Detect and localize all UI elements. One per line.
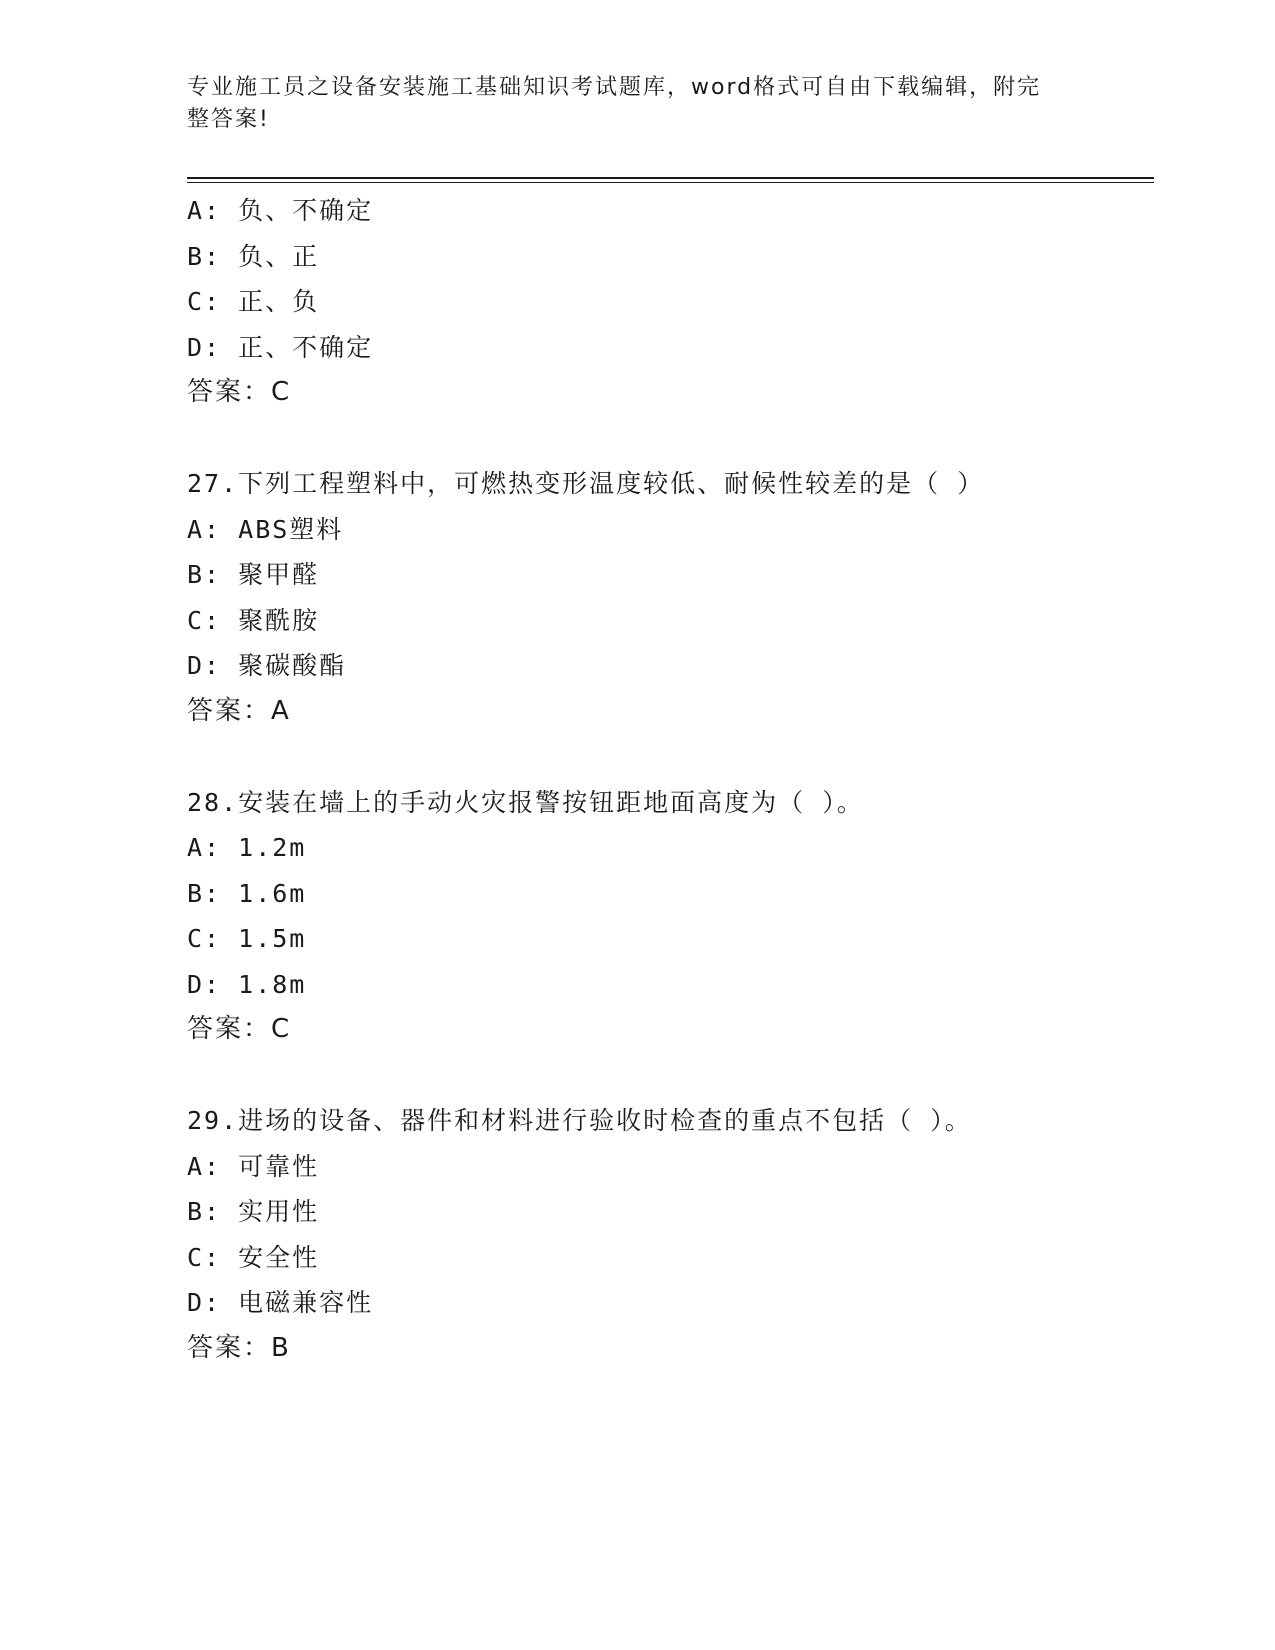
question-text: 28.安装在墙上的手动火灾报警按钮距地面高度为（ ）。: [187, 787, 864, 817]
spacer: [187, 416, 1154, 462]
option-c: C: 正、负: [187, 287, 320, 316]
option-a: A: 可靠性: [187, 1151, 320, 1181]
header-title-line-2: 整答案!: [187, 107, 270, 132]
spacer: [187, 734, 1154, 780]
document-header: [187, 72, 1067, 136]
question-text: 27.下列工程塑料中，可燃热变形温度较低、耐候性较差的是（ ）: [187, 469, 985, 498]
option-b: B: 负、正: [187, 241, 320, 271]
option-b: B: 实用性: [187, 1197, 320, 1226]
option-b: B: 1.6m: [187, 878, 307, 908]
question-block-28: [187, 780, 1154, 1053]
option-d: D: 1.8m: [187, 969, 307, 999]
header-divider-thick: [187, 177, 1154, 179]
question-block-continued: [187, 188, 1154, 416]
option-d: D: 聚碳酸酯: [187, 651, 347, 680]
question-text: 29.进场的设备、器件和材料进行验收时检查的重点不包括（ ）。: [187, 1106, 972, 1135]
option-b: B: 聚甲醛: [187, 560, 320, 589]
option-a: A: ABS塑料: [187, 514, 344, 544]
question-list: [187, 188, 1154, 1371]
option-a: A: 1.2m: [187, 833, 307, 862]
option-c: C: 聚酰胺: [187, 605, 320, 635]
option-d: D: 电磁兼容性: [187, 1288, 374, 1317]
header-divider-thin: [187, 182, 1154, 183]
option-a: A: 负、不确定: [187, 196, 374, 225]
answer-line: 答案：B: [187, 1332, 291, 1363]
option-c: C: 1.5m: [187, 924, 307, 953]
spacer: [187, 1053, 1154, 1099]
answer-line: 答案：A: [187, 695, 291, 726]
question-block-27: [187, 461, 1154, 734]
option-c: C: 安全性: [187, 1242, 320, 1272]
header-title-line-1: 专业施工员之设备安装施工基础知识考试题库，word格式可自由下载编辑，附完: [187, 75, 1042, 100]
answer-line: 答案：C: [187, 377, 292, 407]
question-block-29: [187, 1098, 1154, 1371]
option-d: D: 正、不确定: [187, 332, 374, 362]
answer-line: 答案：C: [187, 1014, 292, 1044]
